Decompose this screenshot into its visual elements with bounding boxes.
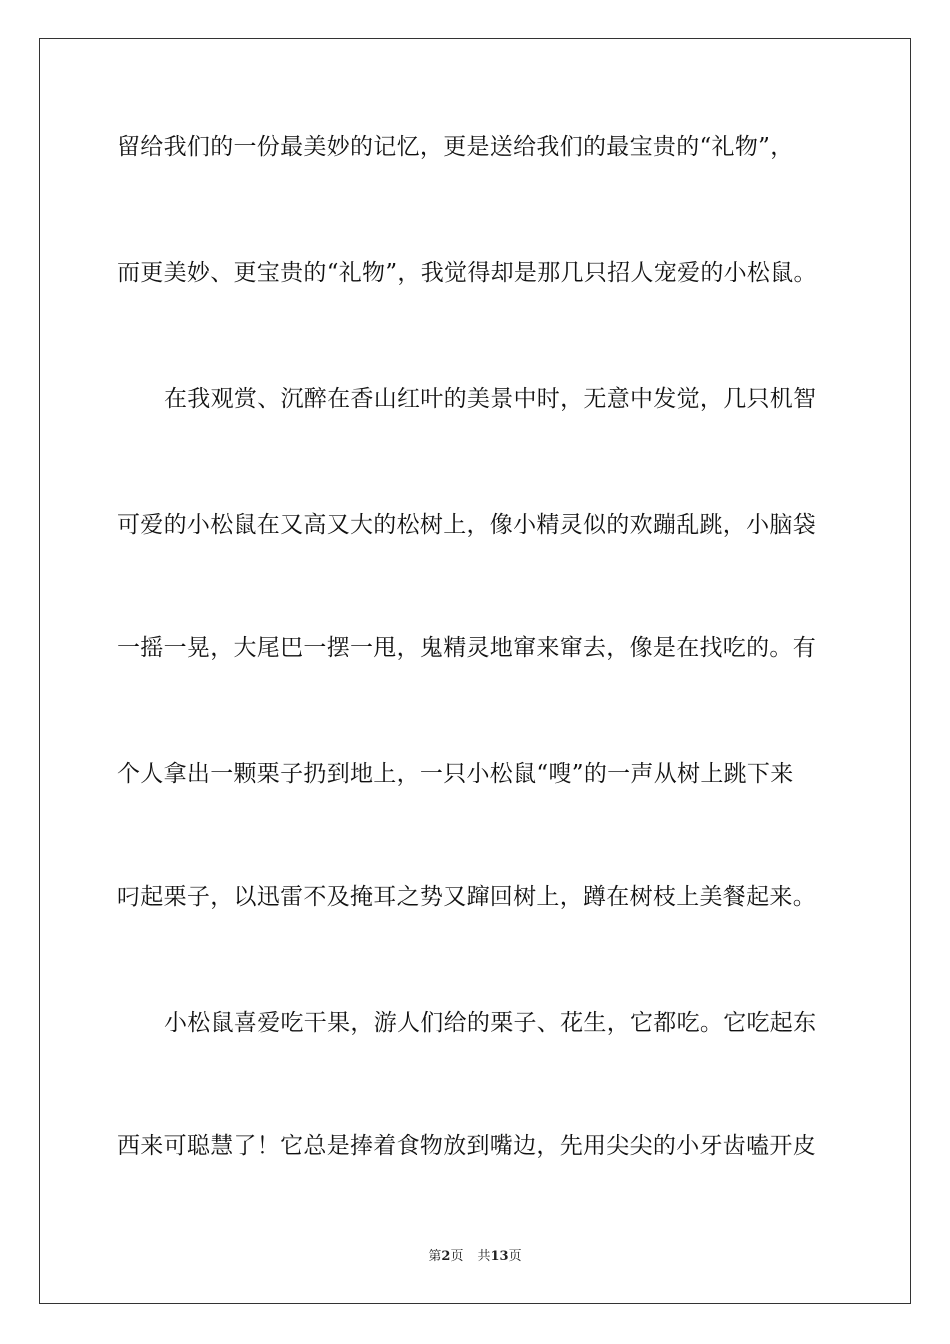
text-line-7: 叼起栗子，以迅雷不及掩耳之势又蹿回树上，蹲在树枝上美餐起来。 xyxy=(117,884,816,910)
text-line-8: 小松鼠喜爱吃干果，游人们给的栗子、花生，它都吃。它吃起东 xyxy=(164,1010,817,1036)
text-line-1: 留给我们的一份最美妙的记忆，更是送给我们的最宝贵的“礼物”， xyxy=(117,134,794,160)
footer-page-prefix: 第 xyxy=(428,1249,442,1264)
footer-total-prefix: 共 xyxy=(477,1249,491,1264)
footer-total-pages: 13 xyxy=(490,1249,509,1264)
text-line-4: 可爱的小松鼠在又高又大的松树上，像小精灵似的欢蹦乱跳，小脑袋 xyxy=(117,512,816,538)
text-line-6: 个人拿出一颗栗子扔到地上，一只小松鼠“嗖”的一声从树上跳下来 xyxy=(117,761,794,787)
text-line-5: 一摇一晃，大尾巴一摆一甩，鬼精灵地窜来窜去，像是在找吃的。有 xyxy=(117,635,816,661)
text-line-2: 而更美妙、更宝贵的“礼物”，我觉得却是那几只招人宠爱的小松鼠。 xyxy=(117,260,817,286)
footer-current-page: 2 xyxy=(441,1249,451,1264)
text-line-9: 西来可聪慧了！它总是捧着食物放到嘴边，先用尖尖的小牙齿嗑开皮 xyxy=(117,1133,816,1159)
text-line-3: 在我观赏、沉醉在香山红叶的美景中时，无意中发觉，几只机智 xyxy=(164,386,817,412)
page-frame xyxy=(39,38,911,1304)
footer-page-suffix: 页 xyxy=(450,1249,464,1264)
page-footer xyxy=(0,1248,950,1266)
footer-total-suffix: 页 xyxy=(508,1249,522,1264)
